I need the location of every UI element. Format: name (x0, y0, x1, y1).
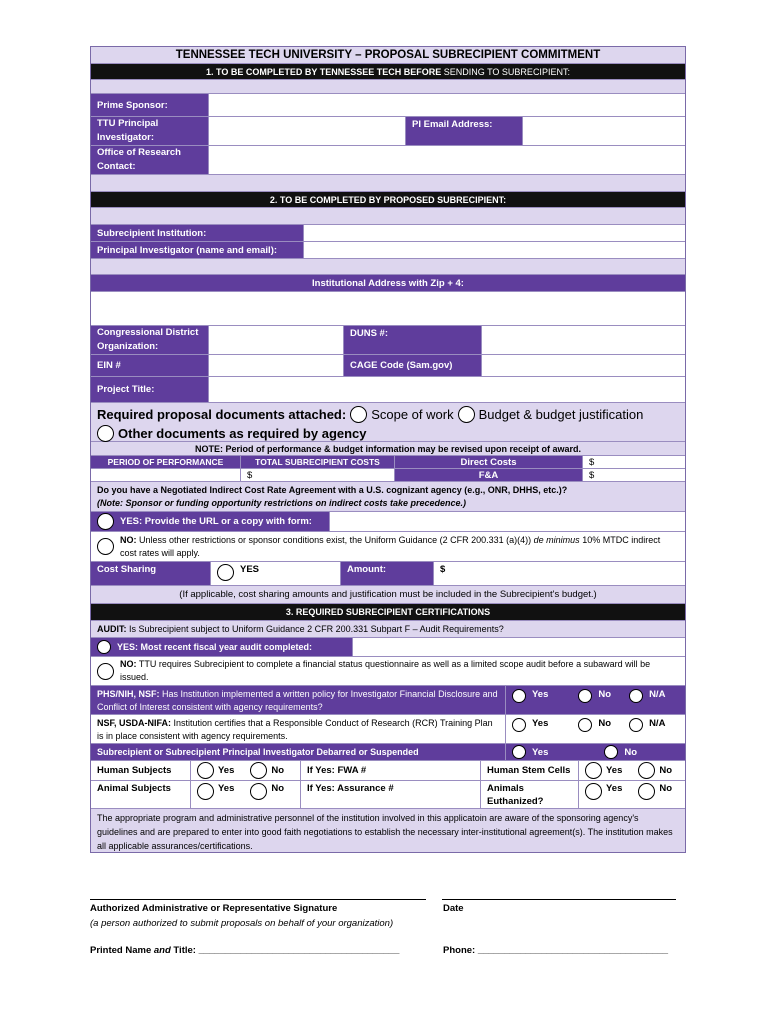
ttu-pi-row (91, 117, 685, 146)
animal-subjects-row: Animal Subjects Yes No If Yes: Assurance # Animals Euthanized? Yes No (91, 781, 685, 809)
pi-name-field[interactable] (304, 242, 685, 258)
human-yes-radio[interactable] (197, 762, 214, 779)
phs-yes-radio[interactable] (512, 689, 526, 703)
nicra-yes-label: YES: Provide the URL or a copy with form: (120, 516, 312, 527)
budget-values-row (91, 469, 685, 482)
section3-heading: 3. REQUIRED SUBRECIPIENT CERTIFICATIONS (91, 604, 685, 621)
ord-contact-row (91, 146, 685, 175)
section1-heading (91, 64, 685, 80)
address-heading: Institutional Address with Zip + 4: (91, 275, 685, 292)
project-title-label: Project Title: (91, 377, 209, 402)
debarred-label: Subrecipient or Subrecipient Principal Investigator Debarred or Suspended (91, 744, 506, 760)
phs-na-radio[interactable] (629, 689, 643, 703)
phs-no-radio[interactable] (578, 689, 592, 703)
form-title-row (91, 47, 685, 64)
debarred-row: Subrecipient or Subrecipient Principal Investigator Debarred or Suspended Yes No (91, 744, 685, 761)
assurance-label: If Yes: Assurance # (301, 781, 481, 808)
animal-subjects-label: Animal Subjects (91, 781, 191, 808)
section1-heading-bold: 1. TO BE COMPLETED BY TENNESSEE TECH BEFORE (206, 66, 442, 77)
duns-label: DUNS #: (344, 326, 482, 354)
spacer (91, 259, 685, 275)
nsf-no-radio[interactable] (578, 718, 592, 732)
cost-sharing-row (91, 562, 685, 586)
other-docs-label: Other documents as required by agency (118, 426, 367, 441)
prime-sponsor-row (91, 94, 685, 117)
debarred-no-radio[interactable] (604, 745, 618, 759)
pi-email-label: PI Email Address: (406, 117, 523, 145)
stem-no-radio[interactable] (638, 762, 655, 779)
audit-yes-row (91, 638, 685, 657)
pop-header: PERIOD OF PERFORMANCE (91, 456, 241, 468)
budget-label: Budget & budget justification (478, 407, 644, 422)
cage-field[interactable] (482, 355, 685, 376)
phone-field[interactable]: Phone: ____________________________________ (443, 945, 669, 956)
total-costs-field[interactable]: $ (241, 469, 395, 481)
congressional-label: Congressional District Organization: (91, 326, 209, 354)
budget-note: NOTE: Period of performance & budget information may be revised upon receipt of award. (194, 443, 582, 454)
fa-field[interactable]: $ (583, 469, 685, 481)
budget-note-row (91, 442, 685, 456)
date-label: Date (443, 903, 464, 914)
form-title: TENNESSEE TECH UNIVERSITY – PROPOSAL SUBRECIPIENT COMMITMENT (175, 49, 601, 61)
audit-date-field[interactable] (353, 638, 685, 656)
animal-yes-radio[interactable] (197, 783, 214, 800)
spacer (91, 208, 685, 225)
institution-label: Subrecipient Institution: (91, 225, 304, 241)
cost-sharing-note: (If applicable, cost sharing amounts and justification must be included in the Subrecipient's budget.) (179, 589, 597, 600)
docs-section (91, 403, 685, 442)
spacer (91, 80, 685, 94)
nicra-no-row: NO: Unless other restrictions or sponsor conditions exist, the Uniform Guidance (2 CFR 200.331 (a)(4)) de minimus 10% MTDC indirect cost rates will apply. (91, 532, 685, 562)
nicra-url-field[interactable] (330, 512, 685, 531)
euth-no-radio[interactable] (638, 783, 655, 800)
scope-of-work-radio[interactable] (350, 406, 367, 423)
cost-sharing-yes-label: YES (240, 564, 260, 575)
prime-sponsor-label: Prime Sponsor: (91, 94, 209, 116)
nicra-question: Do you have a Negotiated Indirect Cost Rate Agreement with a U.S. cognizant agency (e.g., ONR, DHHS, etc.)? (Note: Sponsor or funding opportunity restrictions on indirect costs take precedence.) (91, 482, 685, 512)
phs-row: PHS/NIH, NSF: Has Institution implemented a written policy for Investigator Financial Disclosure and Conflict of Interest consistent with agency requirements? Yes No N/A (91, 686, 685, 715)
audit-yes-label: YES: Most recent fiscal year audit completed: (117, 642, 313, 652)
institution-row (91, 225, 685, 242)
direct-costs-field[interactable]: $ (583, 456, 685, 468)
ord-contact-field[interactable] (209, 146, 685, 174)
nsf-na-radio[interactable] (629, 718, 643, 732)
signature-label: Authorized Administrative or Representative Signature (90, 903, 338, 914)
ein-label: EIN # (91, 355, 209, 376)
institution-field[interactable] (304, 225, 685, 241)
ttu-pi-label: TTU Principal Investigator: (91, 117, 209, 145)
docs-label: Required proposal documents attached: (97, 407, 347, 422)
congressional-row (91, 326, 685, 355)
pi-name-row (91, 242, 685, 259)
nicra-yes-radio[interactable] (97, 513, 114, 530)
nsf-row: NSF, USDA-NIFA: Institution certifies that a Responsible Conduct of Research (RCR) Training Plan is in place consistent with agency requirements. Yes No N/A (91, 715, 685, 744)
project-title-field[interactable] (209, 377, 685, 402)
amount-label: Amount: (341, 562, 434, 585)
direct-costs-label: Direct Costs (395, 456, 583, 468)
statement: The appropriate program and administrative personnel of the institution involved in this applicatoin are aware of the sponsoring agency's guidelines and are prepared to enter into good faith negotiations to establish the necessary inter-institutional agreement(s). The institution makes all applicable assurances/certifications. (97, 813, 673, 851)
spacer (91, 175, 685, 192)
audit-no-row: NO: TTU requires Subrecipient to complete a financial status questionnaire as well as a limited scope audit before a subaward will be issued. (91, 657, 685, 686)
ttu-pi-field[interactable] (209, 117, 406, 145)
total-costs-header: TOTAL SUBRECIPIENT COSTS (241, 456, 395, 468)
human-subjects-label: Human Subjects (91, 761, 191, 780)
project-title-row (91, 377, 685, 403)
section2-heading: 2. TO BE COMPLETED BY PROPOSED SUBRECIPIENT: (91, 192, 685, 208)
statement-row (91, 809, 685, 852)
address-field[interactable] (91, 292, 685, 326)
date-line (442, 899, 676, 900)
nicra-yes-row (91, 512, 685, 532)
human-subjects-row: Human Subjects Yes No If Yes: FWA # Human Stem Cells Yes No (91, 761, 685, 781)
ein-field[interactable] (209, 355, 344, 376)
budget-radio[interactable] (458, 406, 475, 423)
other-docs-radio[interactable] (97, 425, 114, 442)
fwa-label: If Yes: FWA # (301, 761, 481, 780)
pi-email-field[interactable] (523, 117, 685, 145)
cost-sharing-label: Cost Sharing (91, 562, 211, 585)
audit-no-radio[interactable] (97, 663, 114, 680)
ein-row (91, 355, 685, 377)
prime-sponsor-field[interactable] (209, 94, 685, 116)
congressional-field[interactable] (209, 326, 344, 354)
section1-heading-rest: SENDING TO SUBRECIPIENT: (441, 66, 570, 77)
scope-of-work-label: Scope of work (371, 407, 454, 422)
cost-sharing-note-row (91, 586, 685, 604)
signature-note: (a person authorized to submit proposals on behalf of your organization) (90, 918, 394, 929)
amount-field[interactable]: $ (434, 562, 685, 585)
subrecipient-form (90, 46, 686, 853)
stem-yes-radio[interactable] (585, 762, 602, 779)
euthanized-label: Animals Euthanized? (481, 781, 579, 808)
audit-row: AUDIT: Is Subrecipient subject to Uniform Guidance 2 CFR 200.331 Subpart F – Audit Requirements? (91, 621, 685, 638)
signature-line (90, 899, 426, 900)
fa-label: F&A (395, 469, 583, 481)
nicra-no-radio[interactable] (97, 538, 114, 555)
printed-name-field[interactable]: Printed Name and Title: ______________________________________ (90, 945, 400, 956)
cage-label: CAGE Code (Sam.gov) (344, 355, 482, 376)
budget-header-row (91, 456, 685, 469)
debarred-yes-radio[interactable] (512, 745, 526, 759)
nsf-yes-radio[interactable] (512, 718, 526, 732)
pi-name-label: Principal Investigator (name and email): (91, 242, 304, 258)
human-no-radio[interactable] (250, 762, 267, 779)
pop-field[interactable] (91, 469, 241, 481)
euth-yes-radio[interactable] (585, 783, 602, 800)
audit-yes-radio[interactable] (97, 640, 111, 654)
cost-sharing-yes-radio[interactable] (217, 564, 234, 581)
animal-no-radio[interactable] (250, 783, 267, 800)
stem-cells-label: Human Stem Cells (481, 761, 579, 780)
duns-field[interactable] (482, 326, 685, 354)
ord-contact-label: Office of Research Contact: (91, 146, 209, 174)
